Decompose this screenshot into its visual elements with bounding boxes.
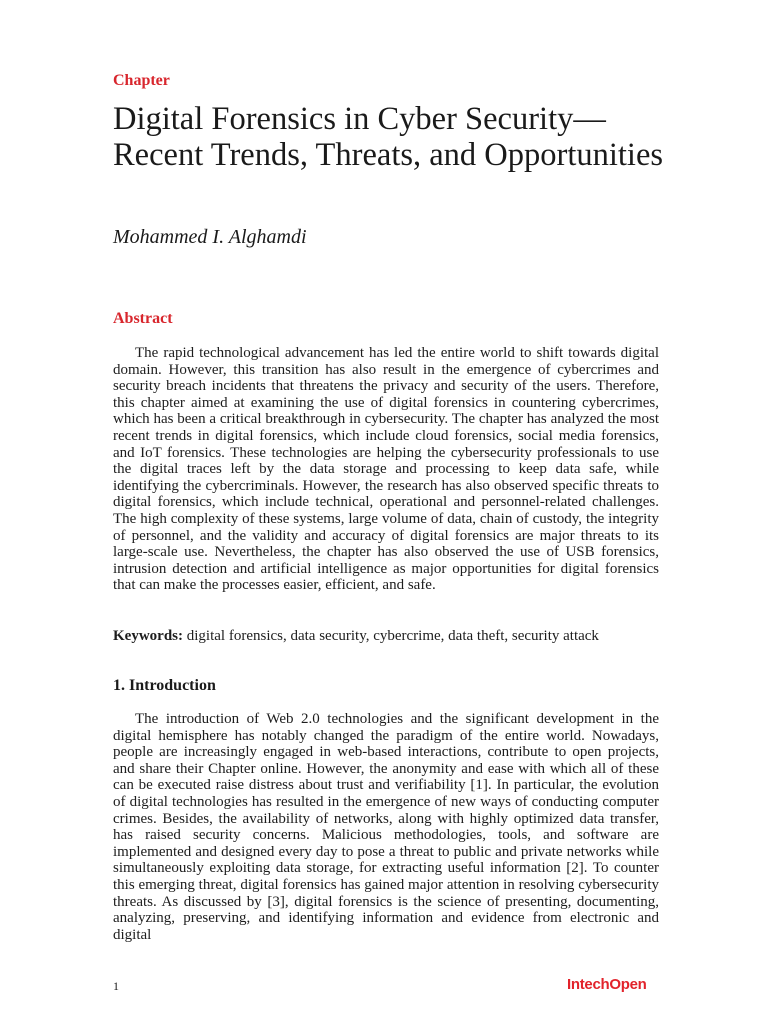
chapter-label: Chapter (113, 72, 170, 89)
author-name: Mohammed I. Alghamdi (113, 226, 307, 248)
publisher-logo: IntechOpen (567, 976, 647, 993)
introduction-heading: 1. Introduction (113, 677, 216, 694)
page-number: 1 (113, 979, 119, 993)
introduction-paragraph: The introduction of Web 2.0 technologies and the significant development in the digital hemisphere has notably changed the paradigm of the entire world. Nowadays, people are increasingly engaged in web-based interactions, contribute to open projects, and share their Chapter online. However, the anonymity and ease with which all of these can be executed raise distress about trust and verifiability [1]. In particular, the evolution of digital technologies has resulted in the emergence of new ways of conducting computer crimes. Besides, the availability of networks, along with highly optimized data transfer, has raised security concerns. Malicious methodologies, tools, and software are implemented and designed every day to pose a threat to public and private networks while simultaneously exploiting data storage, for extracting useful information [2]. To counter this emerging threat, digital forensics has gained major attention in resolving cybersecurity threats. As discussed by [3], digital forensics is the science of presenting, documenting, analyzing, preserving, and identifying information and evidence from electronic and digital (113, 711, 659, 943)
abstract-paragraph: The rapid technological advancement has led the entire world to shift towards digital domain. However, this transition has also result in the emergence of cybercrimes and security breach incidents that threatens the privacy and security of the users. Therefore, this chapter aimed at examining the use of digital forensics in countering cybercrimes, which has been a critical breakthrough in cybersecurity. The chapter has analyzed the most recent trends in digital forensics, which include cloud forensics, social media forensics, and IoT forensics. These technologies are helping the cybersecurity professionals to use the digital traces left by the data storage and processing to keep data safe, while identifying the cybercriminals. However, the research has also observed specific threats to digital forensics, which include technical, operational and personnel-related challenges. The high complexity of these systems, large volume of data, chain of custody, the integrity of personnel, and the validity and accuracy of digital forensics are major threats to its large-scale use. Nevertheless, the chapter has also observed the use of USB forensics, intrusion detection and artificial intelligence as major opportunities for digital forensics that can make the processes easier, efficient, and safe. (113, 345, 659, 594)
keywords-list: digital forensics, data security, cybercrime, data theft, security attack (186, 628, 599, 644)
chapter-title: Digital Forensics in Cyber Security—Recent Trends, Threats, and Opportunities (113, 101, 664, 173)
abstract-heading: Abstract (113, 310, 173, 327)
keywords-line (113, 628, 659, 645)
keywords-label: Keywords: (113, 628, 183, 644)
